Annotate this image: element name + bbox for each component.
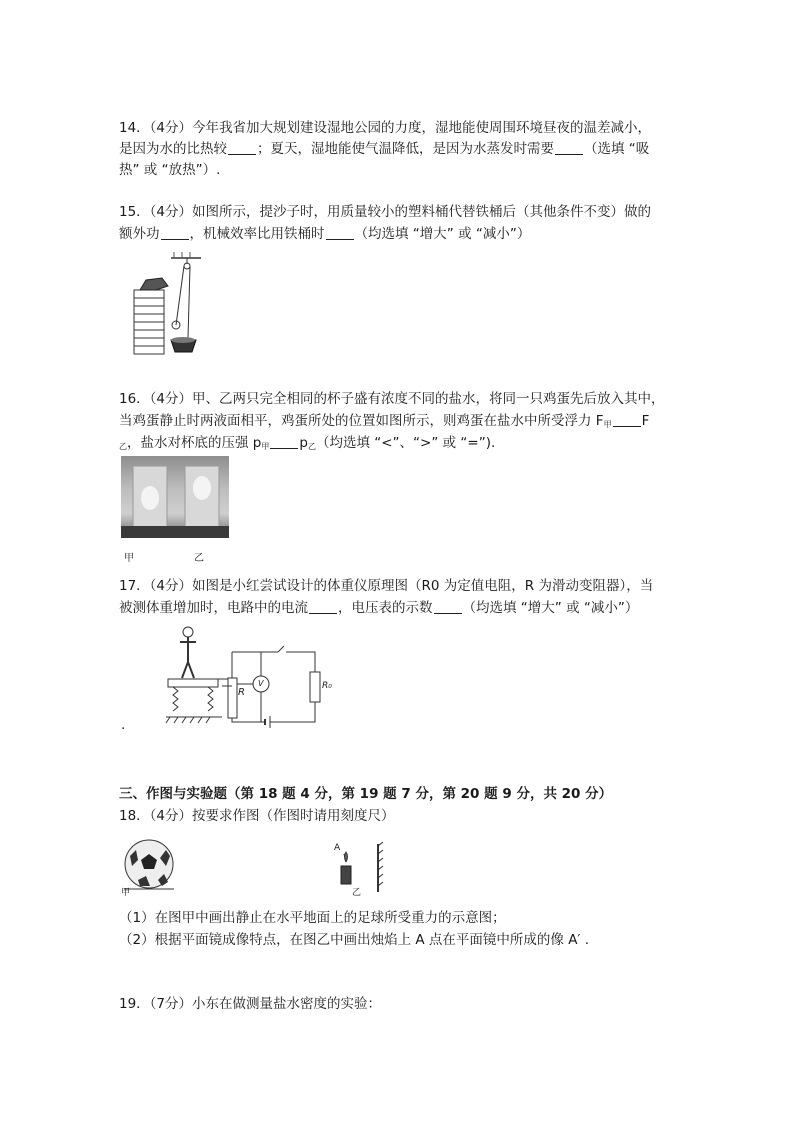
answer-blank[interactable] [555,141,583,155]
q18-item2: （2）根据平面镜成像特点，在图乙中画出烛焰上 A 点在平面镜中所成的像 A′ . [119,932,590,948]
q15-line1: 15．（4分）如图所示，提沙子时，用质量较小的塑料桶代替铁桶后（其他条件不变）做的 [119,204,652,220]
q15-text-b: ，机械效率比用铁桶时 [189,226,325,242]
q18-label-yi: 乙 [352,888,362,898]
q16-text-d: p [299,435,308,451]
football-figure [122,836,180,898]
answer-blank[interactable] [161,226,189,240]
answer-blank[interactable] [326,226,354,240]
q17-line1: 17．（4分）如图是小红尝试设计的体重仪原理图（R0 为定值电阻，R 为滑动变阻器），当 [119,578,654,594]
q16-sub-jia: 甲 [261,442,270,451]
q15-text-c: （均选填 “增大” 或 “减小”） [354,226,531,242]
q18-item1: （1）在图甲中画出静止在水平地面上的足球所受重力的示意图； [119,910,506,926]
q14-text-c: （选填 “吸 [584,141,650,157]
q19-line1: 19．（7分）小东在做测量盐水密度的实验： [119,996,382,1012]
label-jia: 甲 [124,553,134,564]
answer-blank[interactable] [434,600,462,614]
section3-heading: 三、作图与实验题（第 18 题 4 分，第 19 题 7 分，第 20 题 9 分，共 20 分） [119,786,613,802]
q14-text-a: 是因为水的比热较 [119,141,227,157]
q16-line1: 16．（4分）甲、乙两只完全相同的杯子盛有浓度不同的盐水，将同一只鸡蛋先后放入其中， [119,391,665,407]
q15-text-a: 额外功 [119,226,160,242]
q16-sub-yi: 乙 [119,442,127,451]
q16-sub-jia: 甲 [603,420,612,429]
q17-text-c: （均选填 “增大” 或 “减小”） [462,600,639,616]
q16-text-a: 当鸡蛋静止时两液面相平，鸡蛋所处的位置如图所示，则鸡蛋在盐水中所受浮力 F [119,413,604,429]
q14-text-b: ；夏天，湿地能使气温降低，是因为水蒸发时需要 [257,141,554,157]
scale-circuit-figure [158,624,340,730]
answer-blank[interactable] [228,141,256,155]
q16-sub-yi: 乙 [307,442,316,451]
q14-line1: 14．（4分）今年我省加大规划建设湿地公园的力度，湿地能使周围环境昼夜的温差减小， [119,120,652,136]
q17-text-a: 被测体重增加时，电路中的电流 [119,600,308,616]
q18-label-jia: 甲 [121,888,131,898]
q16-text-c: ，盐水对杯底的压强 p [127,435,262,451]
answer-blank[interactable] [309,600,337,614]
q17-line2 [119,598,638,618]
answer-blank[interactable] [613,413,641,427]
label-r0: R₀ [322,681,332,691]
q17-dot: . [121,717,126,733]
egg-glasses-photo [121,456,229,538]
q16-text-b: F [641,413,650,429]
q17-text-b: ，电压表的示数 [338,600,433,616]
q15-line2 [119,224,530,244]
label-yi: 乙 [194,553,204,564]
q16-line3 [119,433,495,457]
q14-line3: 热” 或 “放热”）. [119,162,221,178]
q16-text-e: （均选填 “<”、“>” 或 “=”). [315,435,496,451]
q14-line2 [119,139,649,159]
q18-label-a: A [334,843,341,853]
label-v: V [258,679,264,688]
q16-line2 [119,411,649,435]
q18-line1: 18．（4分）按要求作图（作图时请用刻度尺） [119,808,395,824]
pulley-figure [126,250,226,360]
label-r: R [238,687,245,698]
answer-blank[interactable] [270,435,298,449]
